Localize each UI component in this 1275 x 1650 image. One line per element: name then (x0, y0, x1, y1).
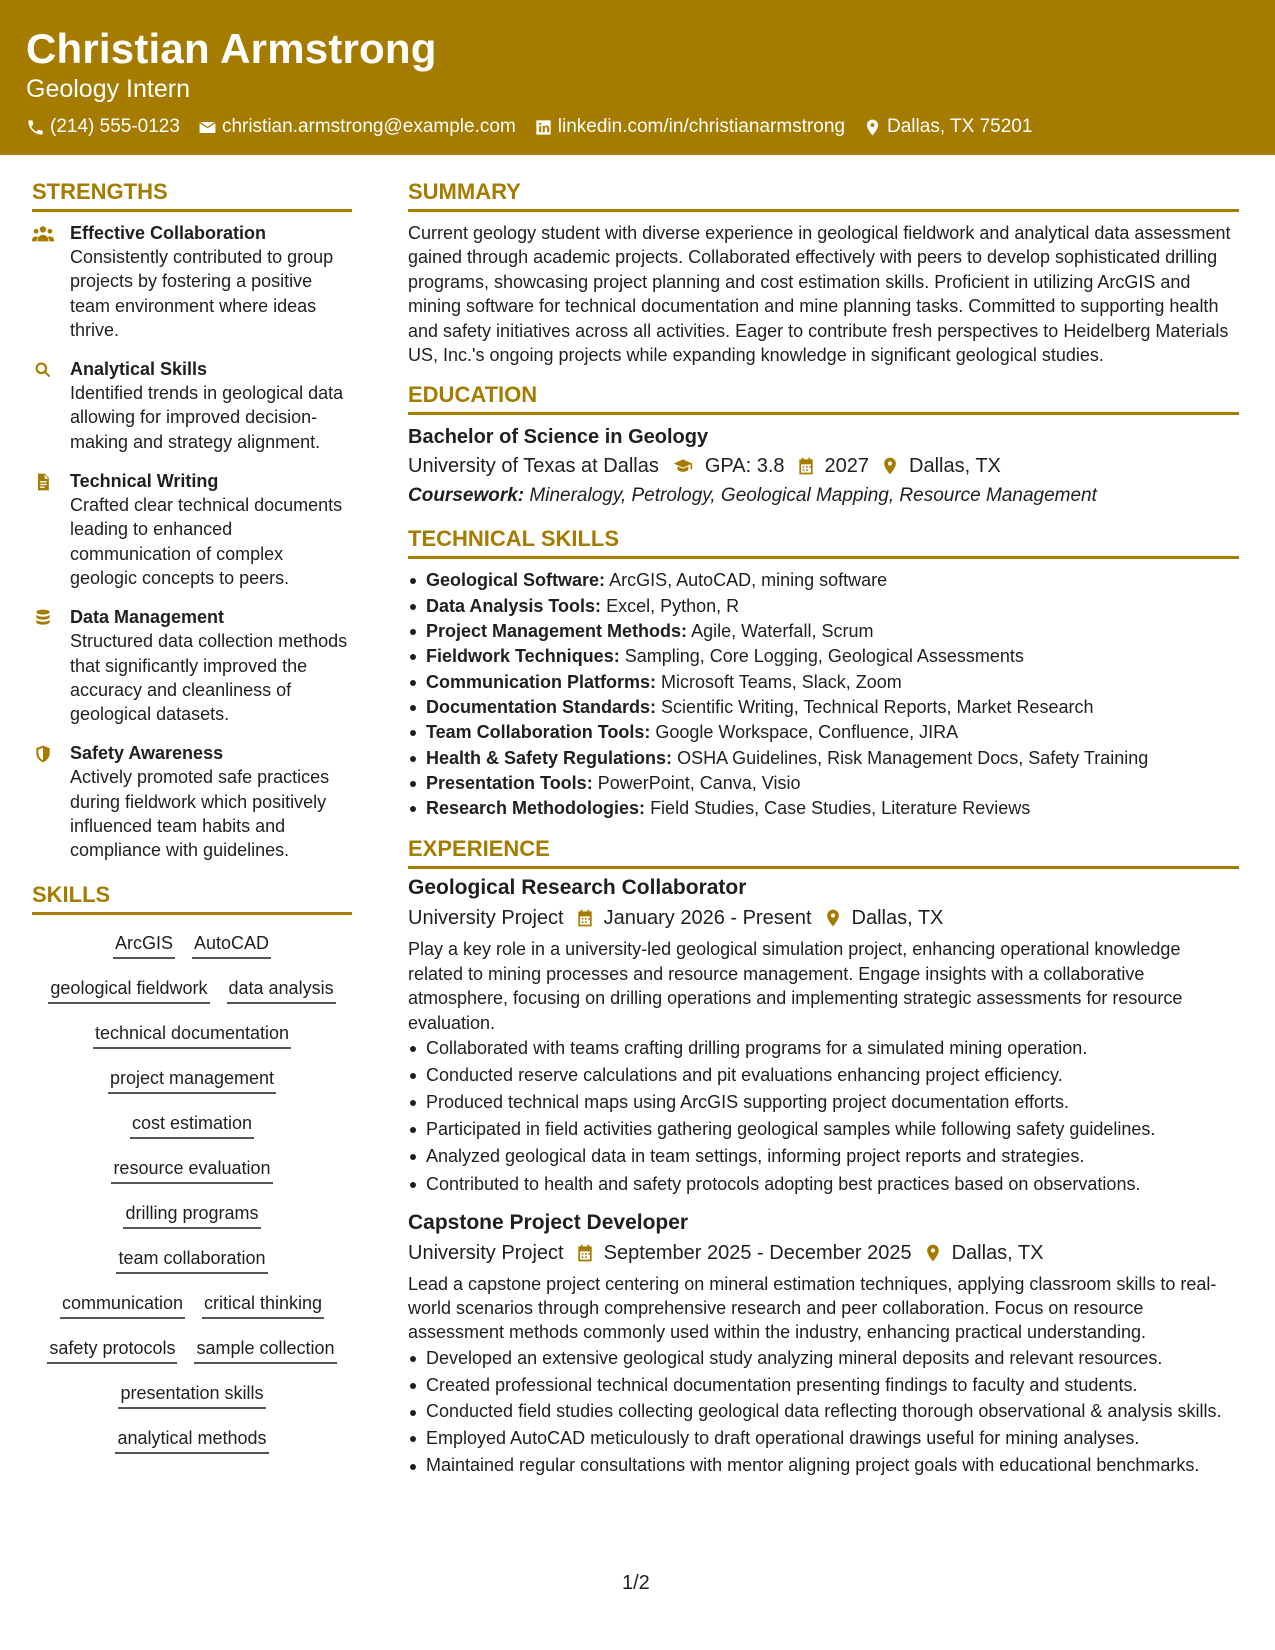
tech-skill-label: Team Collaboration Tools: (426, 722, 651, 743)
skill-tag: drilling programs (123, 1201, 260, 1229)
contact-email-text: christian.armstrong@example.com (221, 116, 516, 137)
job-entry (408, 1208, 1239, 1477)
candidate-name: Christian Armstrong (26, 25, 437, 72)
tech-skill-label: Documentation Standards: (426, 696, 657, 717)
education-coursework (408, 481, 1239, 511)
skill-tag: ArcGIS (113, 931, 175, 959)
education-degree: Bachelor of Science in Geology (408, 426, 709, 449)
tech-skill-label: Presentation Tools: (426, 772, 593, 793)
strength-title: Technical Writing (70, 471, 219, 492)
shield-icon (32, 744, 54, 764)
tech-skill-value: PowerPoint, Canva, Visio (597, 772, 801, 793)
list-item (408, 568, 1239, 593)
job-org: University Project (408, 1241, 564, 1264)
job-meta (408, 1238, 1239, 1268)
list-item (408, 594, 1239, 619)
contact-linkedin[interactable] (534, 115, 845, 139)
right-column (408, 178, 1239, 1477)
tech-skill-value: OSHA Guidelines, Risk Management Docs, Safety Training (677, 747, 1149, 768)
tech-skill-label: Health & Safety Regulations: (426, 747, 673, 768)
contact-row (26, 115, 1249, 139)
experience-heading: EXPERIENCE (408, 835, 1239, 869)
tech-skill-label: Fieldwork Techniques: (426, 646, 620, 667)
contact-email[interactable] (198, 115, 516, 139)
strength-title: Analytical Skills (70, 359, 208, 380)
skill-tag: presentation skills (118, 1381, 265, 1409)
strength-item (32, 741, 352, 862)
list-item (408, 746, 1239, 771)
education-year: 2027 (824, 455, 870, 478)
strength-desc: Structured data collection methods that significantly improved the accuracy and cleanliness of geological datasets. (70, 631, 348, 725)
tech-skill-value: ArcGIS, AutoCAD, mining software (609, 570, 888, 591)
education-school: University of Texas at Dallas (408, 455, 659, 478)
job-bullets (408, 1345, 1239, 1477)
job-location: Dallas, TX (951, 1241, 1044, 1264)
strength-desc: Actively promoted safe practices during fieldwork which positively influenced team habits and compliance with guidelines. (70, 767, 330, 861)
tech-skill-label: Geological Software: (426, 570, 606, 591)
skill-tag: AutoCAD (192, 931, 271, 959)
tech-skill-value: Google Workspace, Confluence, JIRA (655, 722, 959, 743)
list-item: Collaborated with teams crafting drilling programs for a simulated mining operation. (408, 1035, 1239, 1062)
skill-tag: resource evaluation (111, 1156, 272, 1184)
strength-item (32, 605, 352, 726)
job-title: Geological Research Collaborator (408, 876, 747, 900)
skill-tag: critical thinking (202, 1291, 324, 1319)
contact-phone-text: (214) 555-0123 (50, 116, 180, 137)
calendar-icon (575, 1243, 595, 1263)
phone-icon (26, 118, 45, 137)
list-item: Developed an extensive geological study analyzing mineral deposits and relevant resources. (408, 1345, 1239, 1372)
list-item: Maintained regular consultations with mentor aligning project goals with educational benchmarks. (408, 1453, 1239, 1477)
coursework-list: Mineralogy, Petrology, Geological Mapping, Resource Management (529, 485, 1097, 507)
list-item (408, 695, 1239, 720)
contact-phone (26, 115, 180, 139)
skill-tag: team collaboration (116, 1246, 267, 1274)
graduation-cap-icon (670, 456, 696, 476)
skill-tag: project management (108, 1066, 276, 1094)
summary-heading: SUMMARY (408, 178, 1239, 212)
list-item (408, 644, 1239, 669)
job-dates: January 2026 - Present (603, 907, 812, 930)
calendar-icon (575, 908, 595, 928)
education-location: Dallas, TX (909, 455, 1001, 478)
job-title: Capstone Project Developer (408, 1210, 689, 1234)
tech-skill-label: Data Analysis Tools: (426, 595, 602, 616)
strength-desc: Identified trends in geological data allowing for improved decision-making and strategy alignment. (70, 383, 344, 452)
contact-linkedin-text: linkedin.com/in/christianarmstrong (557, 116, 846, 137)
strength-title: Effective Collaboration (70, 223, 267, 243)
map-pin-icon (863, 118, 882, 137)
list-item: Analyzed geological data in team settings, informing project reports and strategies. (408, 1143, 1239, 1170)
page-number: 1/2 (622, 1572, 650, 1594)
contact-location-text: Dallas, TX 75201 (887, 116, 1033, 137)
coursework-label: Coursework: (408, 485, 525, 507)
list-item (408, 670, 1239, 695)
list-item: Participated in field activities gathering geological samples while following safety guidelines. (408, 1116, 1239, 1143)
tech-skill-value: Microsoft Teams, Slack, Zoom (661, 671, 902, 692)
job-entry (408, 873, 1239, 1197)
list-item: Employed AutoCAD meticulously to draft operational drawings useful for mining analyses. (408, 1425, 1239, 1452)
job-location: Dallas, TX (851, 907, 944, 930)
tech-skill-value: Agile, Waterfall, Scrum (691, 621, 874, 642)
job-meta (408, 903, 1239, 933)
job-description: Play a key role in a university-led geological simulation project, enhancing operational knowledge related to mining processes and resource management. Engage insights with a collaborative atmosphere, focusing on drilling operations and implementing strategic assessments for resource evaluation. (408, 939, 1183, 1033)
skill-tag: technical documentation (93, 1021, 291, 1049)
calendar-icon (796, 456, 816, 476)
job-bullets (408, 1035, 1239, 1198)
list-item (408, 796, 1239, 821)
skill-tag: communication (60, 1291, 185, 1319)
tech-skill-label: Project Management Methods: (426, 621, 688, 642)
tech-skill-label: Research Methodologies: (426, 798, 646, 819)
technical-skills-list (408, 568, 1239, 821)
list-item: Produced technical maps using ArcGIS supporting project documentation efforts. (408, 1089, 1239, 1116)
list-item: Conducted reserve calculations and pit evaluations enhancing project efficiency. (408, 1062, 1239, 1089)
education-heading: EDUCATION (408, 381, 1239, 415)
map-pin-icon (823, 908, 843, 928)
file-icon (32, 472, 54, 492)
skills-list (32, 927, 352, 1454)
tech-skill-value: Excel, Python, R (606, 595, 740, 616)
strengths-heading: STRENGTHS (32, 178, 352, 212)
education-meta (408, 451, 1239, 481)
tech-skill-value: Scientific Writing, Technical Reports, Market Research (661, 696, 1094, 717)
summary-text: Current geology student with diverse experience in geological fieldwork and analytical data assessment gained through academic projects. Collaborated effectively with peers to develop sophisticated drilling programs, showcasing project planning and cost estimation skills. Proficient in utilizing ArcGIS and mining software for technical documentation and mine planning tasks. Committed to supporting health and safety initiatives across all activities. Eager to contribute fresh perspectives to Heidelberg Materials US, Inc.'s ongoing projects while expanding knowledge in significant geological studies. (408, 223, 1231, 366)
skills-heading: SKILLS (32, 881, 352, 915)
strength-item (32, 221, 352, 342)
skill-tag: data analysis (227, 976, 336, 1004)
map-pin-icon (880, 456, 900, 476)
strength-title: Data Management (70, 607, 225, 628)
users-icon (32, 224, 54, 244)
skill-tag: geological fieldwork (48, 976, 209, 1004)
map-pin-icon (923, 1243, 943, 1263)
tech-skill-label: Communication Platforms: (426, 671, 657, 692)
job-org: University Project (408, 907, 564, 930)
job-dates: September 2025 - December 2025 (603, 1241, 912, 1264)
skill-tag: sample collection (194, 1336, 336, 1364)
database-icon (32, 608, 54, 628)
strength-item (32, 469, 352, 590)
list-item: Created professional technical documentation presenting findings to faculty and students. (408, 1372, 1239, 1399)
skill-tag: cost estimation (130, 1111, 254, 1139)
envelope-icon (198, 118, 217, 137)
skill-tag: safety protocols (47, 1336, 177, 1364)
search-icon (32, 360, 54, 380)
education-gpa: GPA: 3.8 (704, 455, 785, 478)
tech-skill-value: Field Studies, Case Studies, Literature Reviews (650, 798, 1031, 819)
left-column (32, 178, 352, 1454)
list-item (408, 619, 1239, 644)
tech-skill-value: Sampling, Core Logging, Geological Assessments (624, 646, 1024, 667)
technical-skills-heading: TECHNICAL SKILLS (408, 525, 1239, 559)
resume-header (0, 0, 1275, 155)
strength-desc: Crafted clear technical documents leading to enhanced communication of complex geologic concepts to peers. (70, 495, 343, 588)
list-item: Conducted field studies collecting geological data reflecting thorough observational & analysis skills. (408, 1399, 1239, 1423)
job-description: Lead a capstone project centering on mineral estimation techniques, applying classroom skills to real-world scenarios through comprehensive research and peer collaboration. Focus on resource assessment methods commonly used within the industry, enhancing practical understanding. (408, 1273, 1217, 1343)
candidate-title: Geology Intern (26, 75, 190, 103)
linkedin-icon (534, 118, 553, 137)
strength-item (32, 357, 352, 454)
skill-tag: analytical methods (115, 1426, 268, 1454)
list-item: Contributed to health and safety protocols adopting best practices based on observations. (408, 1171, 1239, 1198)
strength-title: Safety Awareness (70, 743, 224, 764)
strength-desc: Consistently contributed to group projects by fostering a positive team environment where ideas thrive. (70, 247, 334, 340)
list-item (408, 720, 1239, 745)
list-item (408, 771, 1239, 796)
contact-location (863, 115, 1032, 139)
